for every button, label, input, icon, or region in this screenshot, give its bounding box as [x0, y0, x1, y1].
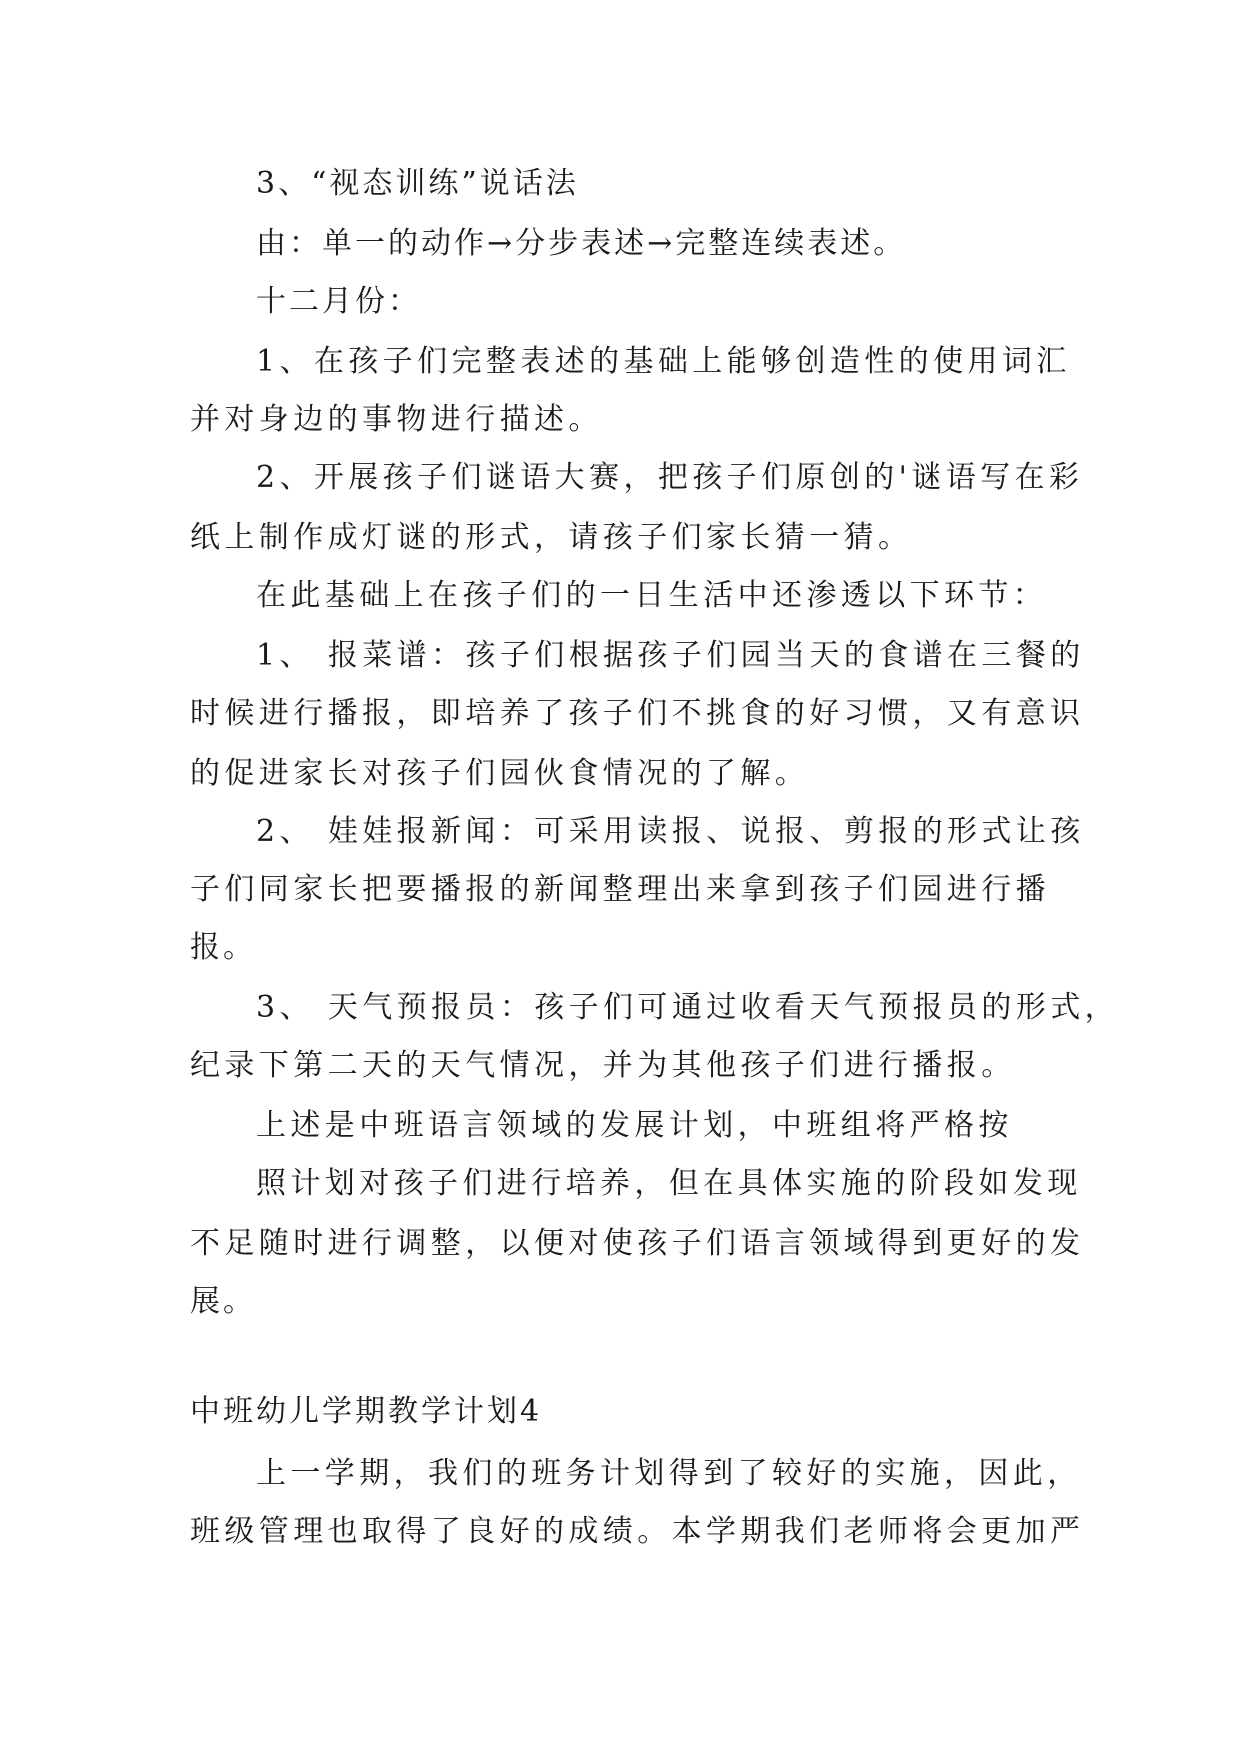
paragraph-line: 并对身边的事物进行描述。: [190, 402, 603, 437]
paragraph-line: 班级管理也取得了良好的成绩。本学期我们老师将会更加严: [190, 1514, 1085, 1549]
paragraph-line: 时候进行播报，即培养了孩子们不挑食的好习惯，又有意识: [190, 696, 1085, 731]
paragraph-line: 上一学期，我们的班务计划得到了较好的实施，因此，: [256, 1456, 1082, 1491]
paragraph-line: 在此基础上在孩子们的一日生活中还渗透以下环节：: [256, 578, 1048, 613]
paragraph-line: 纸上制作成灯谜的形式，请孩子们家长猜一猜。: [190, 520, 913, 555]
paragraph-line: 3、 天气预报员：孩子们可通过收看天气预报员的形式，: [256, 990, 1120, 1025]
paragraph-line: 展。: [190, 1284, 256, 1319]
paragraph-line: 上述是中班语言领域的发展计划，中班组将严格按: [256, 1108, 1013, 1143]
section-title: 中班幼儿学期教学计划4: [190, 1394, 543, 1429]
item-3-heading: 3、“视态训练”说话法: [256, 166, 579, 201]
paragraph-line: 1、 报菜谱：孩子们根据孩子们园当天的食谱在三餐的: [256, 638, 1085, 673]
paragraph-line: 子们同家长把要播报的新闻整理出来拿到孩子们园进行播: [190, 872, 1050, 907]
paragraph-line: 1、在孩子们完整表述的基础上能够创造性的使用词汇: [256, 344, 1071, 379]
paragraph-line: 由：单一的动作→分步表述→完整连续表述。: [256, 226, 907, 261]
paragraph-line: 2、 娃娃报新闻：可采用读报、说报、剪报的形式让孩: [256, 814, 1085, 849]
month-heading: 十二月份：: [256, 284, 421, 319]
paragraph-line: 纪录下第二天的天气情况，并为其他孩子们进行播报。: [190, 1048, 1016, 1083]
paragraph-line: 不足随时进行调整，以便对使孩子们语言领域得到更好的发: [190, 1226, 1085, 1261]
paragraph-line: 2、开展孩子们谜语大赛，把孩子们原创的'谜语写在彩: [256, 460, 1084, 495]
paragraph-line: 照计划对孩子们进行培养，但在具体实施的阶段如发现: [256, 1166, 1082, 1201]
paragraph-line: 的促进家长对孩子们园伙食情况的了解。: [190, 756, 810, 791]
paragraph-line: 报。: [190, 930, 256, 965]
